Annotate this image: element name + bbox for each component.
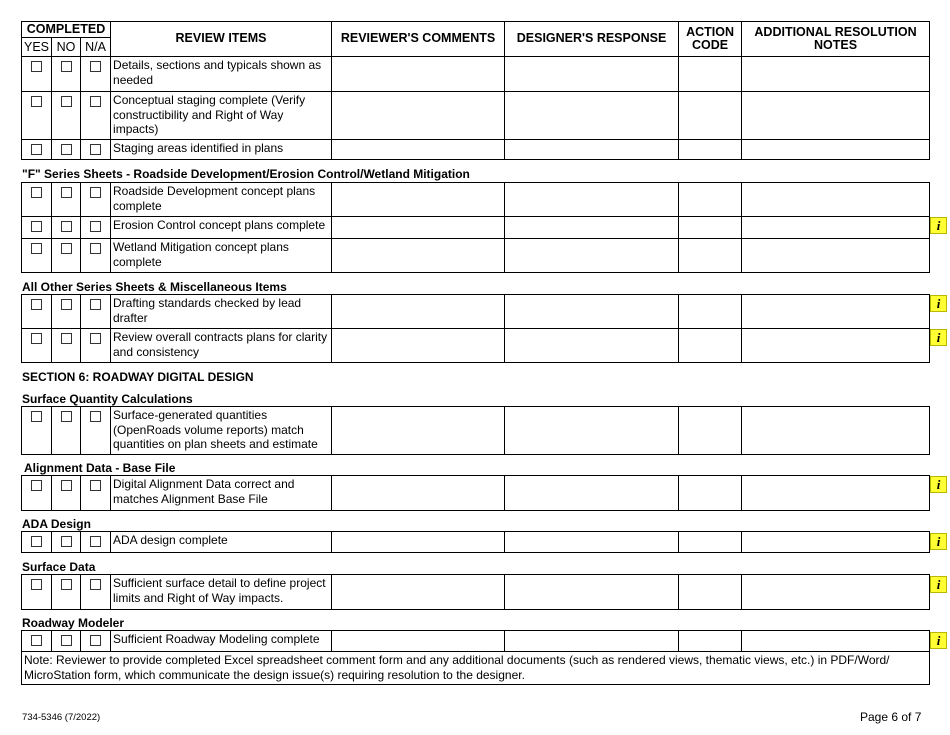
reviewers-comment-cell[interactable] <box>332 407 505 455</box>
no-checkbox[interactable] <box>61 243 72 254</box>
reviewer-note: Note: Reviewer to provide completed Excel spreadsheet comment form and any additional documents (such as rendered views, thematic views, etc.) in PDF/Word/ MicroStation form, which communicate the design issue(s) requiring resolution to the designer. <box>22 652 930 685</box>
table-row <box>22 183 930 217</box>
resolution-notes-cell[interactable] <box>742 295 930 329</box>
action-code-cell[interactable] <box>679 239 742 273</box>
review-item: Digital Alignment Data correct and matches Alignment Base File <box>111 476 332 511</box>
no-checkbox[interactable] <box>61 144 72 155</box>
table-row <box>22 329 930 363</box>
completed-header: COMPLETED <box>22 22 111 38</box>
review-item: Sufficient surface detail to define project limits and Right of Way impacts. <box>111 575 332 610</box>
no-checkbox[interactable] <box>61 299 72 310</box>
no-header: NO <box>52 38 81 57</box>
resolution-notes-cell[interactable] <box>742 239 930 273</box>
yes-checkbox[interactable] <box>31 333 42 344</box>
review-item: Erosion Control concept plans complete <box>111 217 332 239</box>
other-series-table <box>21 294 930 363</box>
no-checkbox[interactable] <box>61 635 72 646</box>
yes-checkbox[interactable] <box>31 299 42 310</box>
resolution-notes-cell[interactable] <box>742 92 930 140</box>
additional-notes-header: ADDITIONAL RESOLUTION NOTES <box>742 22 930 57</box>
designers-response-cell[interactable] <box>505 140 679 160</box>
reviewers-comment-cell[interactable] <box>332 217 505 239</box>
table-row <box>22 239 930 273</box>
designers-response-cell[interactable] <box>505 92 679 140</box>
yes-checkbox[interactable] <box>31 480 42 491</box>
action-code-cell[interactable] <box>679 217 742 239</box>
na-checkbox[interactable] <box>90 536 101 547</box>
action-code-cell[interactable] <box>679 329 742 363</box>
table-row <box>22 476 930 511</box>
no-checkbox[interactable] <box>61 536 72 547</box>
na-checkbox[interactable] <box>90 635 101 646</box>
designers-response-cell[interactable] <box>505 476 679 511</box>
na-checkbox[interactable] <box>90 480 101 491</box>
na-checkbox[interactable] <box>90 333 101 344</box>
review-item: ADA design complete <box>111 532 332 553</box>
action-code-cell[interactable] <box>679 532 742 553</box>
yes-checkbox[interactable] <box>31 221 42 232</box>
no-checkbox[interactable] <box>61 480 72 491</box>
review-items-header: REVIEW ITEMS <box>111 22 332 57</box>
designers-response-cell[interactable] <box>505 532 679 553</box>
review-table-header <box>21 21 930 160</box>
resolution-notes-cell[interactable] <box>742 476 930 511</box>
form-number: 734-5346 (7/2022) <box>22 712 101 723</box>
section-title-surface-data: Surface Data <box>22 560 96 574</box>
reviewers-comment-cell[interactable] <box>332 183 505 217</box>
resolution-notes-cell[interactable] <box>742 183 930 217</box>
yes-checkbox[interactable] <box>31 536 42 547</box>
resolution-notes-cell[interactable] <box>742 631 930 652</box>
yes-checkbox[interactable] <box>31 187 42 198</box>
designers-response-cell[interactable] <box>505 631 679 652</box>
info-icon[interactable]: i <box>930 533 947 550</box>
designers-response-cell[interactable] <box>505 295 679 329</box>
yes-checkbox[interactable] <box>31 96 42 107</box>
table-row <box>22 57 930 92</box>
info-icon[interactable]: i <box>930 576 947 593</box>
action-code-cell[interactable] <box>679 183 742 217</box>
resolution-notes-cell[interactable] <box>742 329 930 363</box>
yes-checkbox[interactable] <box>31 635 42 646</box>
section-title-ada: ADA Design <box>22 517 91 531</box>
review-item: Wetland Mitigation concept plans complete <box>111 239 332 273</box>
alignment-table <box>21 475 930 511</box>
na-header: N/A <box>81 38 111 57</box>
review-item: Review overall contracts plans for clarity and consistency <box>111 329 332 363</box>
na-checkbox[interactable] <box>90 96 101 107</box>
designers-response-cell[interactable] <box>505 407 679 455</box>
action-code-cell[interactable] <box>679 476 742 511</box>
reviewers-comment-cell[interactable] <box>332 57 505 92</box>
designers-response-cell[interactable] <box>505 575 679 610</box>
review-item: Drafting standards checked by lead drafter <box>111 295 332 329</box>
resolution-notes-cell[interactable] <box>742 407 930 455</box>
na-checkbox[interactable] <box>90 221 101 232</box>
reviewers-comments-header: REVIEWER'S COMMENTS <box>332 22 505 57</box>
section-title-surface-quantity: Surface Quantity Calculations <box>22 392 193 406</box>
action-code-cell[interactable] <box>679 140 742 160</box>
review-item: Details, sections and typicals shown as needed <box>111 57 332 92</box>
na-checkbox[interactable] <box>90 579 101 590</box>
info-icon[interactable]: i <box>930 295 947 312</box>
yes-checkbox[interactable] <box>31 61 42 72</box>
reviewers-comment-cell[interactable] <box>332 631 505 652</box>
info-icon[interactable]: i <box>930 476 947 493</box>
yes-checkbox[interactable] <box>31 144 42 155</box>
action-code-cell[interactable] <box>679 92 742 140</box>
designers-response-cell[interactable] <box>505 183 679 217</box>
reviewers-comment-cell[interactable] <box>332 476 505 511</box>
reviewers-comment-cell[interactable] <box>332 329 505 363</box>
no-checkbox[interactable] <box>61 579 72 590</box>
reviewers-comment-cell[interactable] <box>332 295 505 329</box>
yes-header: YES <box>22 38 52 57</box>
review-item: Staging areas identified in plans <box>111 140 332 160</box>
info-icon[interactable]: i <box>930 632 947 649</box>
na-checkbox[interactable] <box>90 187 101 198</box>
surface-quantity-table <box>21 406 930 455</box>
review-item: Roadside Development concept plans complete <box>111 183 332 217</box>
resolution-notes-cell[interactable] <box>742 57 930 92</box>
table-row <box>22 295 930 329</box>
yes-checkbox[interactable] <box>31 579 42 590</box>
reviewers-comment-cell[interactable] <box>332 92 505 140</box>
ada-table <box>21 531 930 553</box>
review-item: Surface-generated quantities (OpenRoads volume reports) match quantities on plan sheets and estimate <box>111 407 332 455</box>
table-row <box>22 575 930 610</box>
surface-data-table <box>21 574 930 610</box>
table-row <box>22 407 930 455</box>
resolution-notes-cell[interactable] <box>742 575 930 610</box>
info-icon[interactable]: i <box>930 329 947 346</box>
roadway-modeler-table <box>21 630 930 685</box>
no-checkbox[interactable] <box>61 96 72 107</box>
resolution-notes-cell[interactable] <box>742 140 930 160</box>
designers-response-cell[interactable] <box>505 239 679 273</box>
na-checkbox[interactable] <box>90 411 101 422</box>
section-title-f-series: "F" Series Sheets - Roadside Development/Erosion Control/Wetland Mitigation <box>22 167 470 181</box>
table-row <box>22 532 930 553</box>
resolution-notes-cell[interactable] <box>742 532 930 553</box>
designers-response-header: DESIGNER'S RESPONSE <box>505 22 679 57</box>
action-code-cell[interactable] <box>679 631 742 652</box>
no-checkbox[interactable] <box>61 221 72 232</box>
f-series-table <box>21 182 930 273</box>
section-6-title: SECTION 6: ROADWAY DIGITAL DESIGN <box>22 370 254 384</box>
reviewers-comment-cell[interactable] <box>332 575 505 610</box>
reviewers-comment-cell[interactable] <box>332 532 505 553</box>
section-title-alignment: Alignment Data - Base File <box>24 461 176 475</box>
section-title-other-series: All Other Series Sheets & Miscellaneous Items <box>22 280 287 294</box>
action-code-header: ACTION CODE <box>679 22 742 57</box>
resolution-notes-cell[interactable] <box>742 217 930 239</box>
reviewers-comment-cell[interactable] <box>332 140 505 160</box>
no-checkbox[interactable] <box>61 411 72 422</box>
na-checkbox[interactable] <box>90 61 101 72</box>
na-checkbox[interactable] <box>90 243 101 254</box>
yes-checkbox[interactable] <box>31 243 42 254</box>
action-code-cell[interactable] <box>679 295 742 329</box>
yes-checkbox[interactable] <box>31 411 42 422</box>
action-code-cell[interactable] <box>679 57 742 92</box>
designers-response-cell[interactable] <box>505 329 679 363</box>
page-number: Page 6 of 7 <box>860 710 922 724</box>
reviewers-comment-cell[interactable] <box>332 239 505 273</box>
table-row <box>22 631 930 652</box>
na-checkbox[interactable] <box>90 299 101 310</box>
na-checkbox[interactable] <box>90 144 101 155</box>
table-row <box>22 92 930 140</box>
action-code-cell[interactable] <box>679 575 742 610</box>
section-title-roadway-modeler: Roadway Modeler <box>22 616 125 630</box>
action-code-cell[interactable] <box>679 407 742 455</box>
no-checkbox[interactable] <box>61 187 72 198</box>
no-checkbox[interactable] <box>61 333 72 344</box>
info-icon[interactable]: i <box>930 217 947 234</box>
review-item: Sufficient Roadway Modeling complete <box>111 631 332 652</box>
review-item: Conceptual staging complete (Verify constructibility and Right of Way impacts) <box>111 92 332 140</box>
designers-response-cell[interactable] <box>505 217 679 239</box>
table-row <box>22 140 930 160</box>
table-row <box>22 217 930 239</box>
designers-response-cell[interactable] <box>505 57 679 92</box>
no-checkbox[interactable] <box>61 61 72 72</box>
